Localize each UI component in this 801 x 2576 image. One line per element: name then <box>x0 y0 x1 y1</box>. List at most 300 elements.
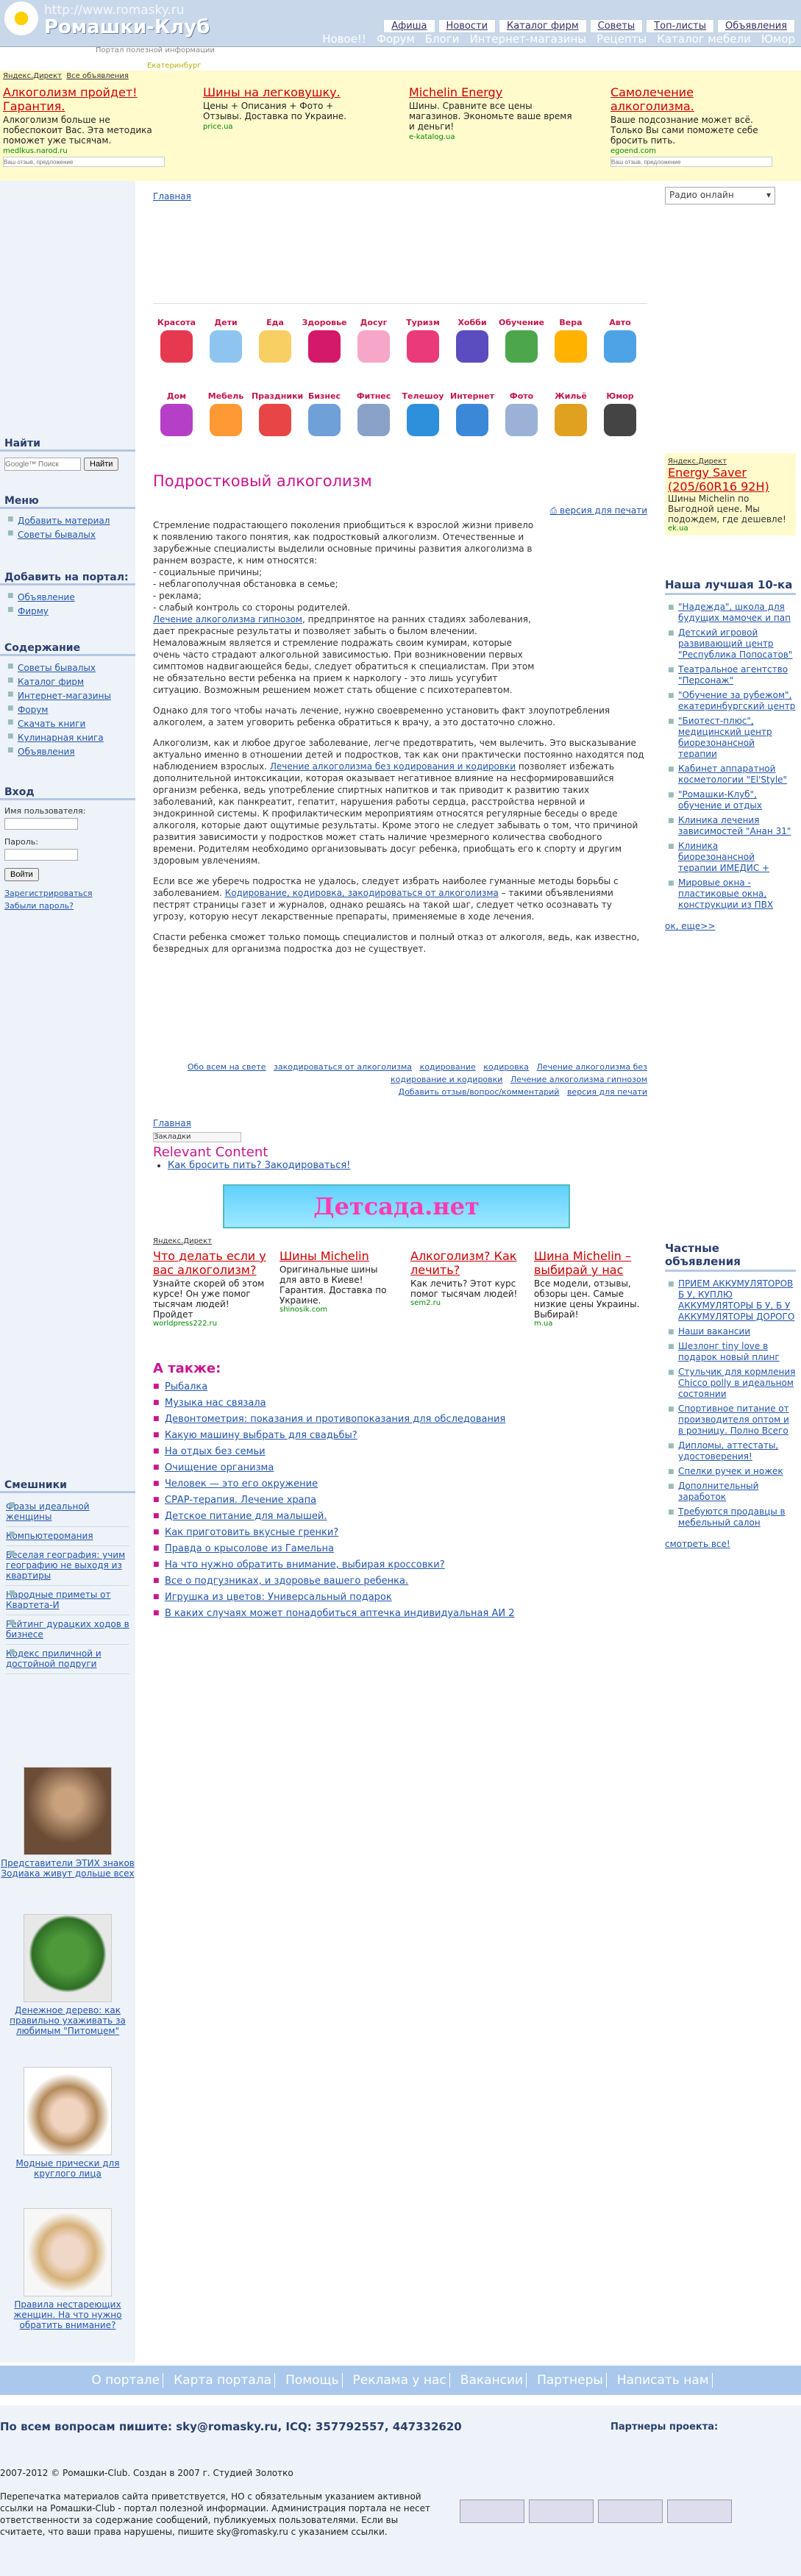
paragraph: Спасти ребенка сможет только помощь специалистов и полный отказ от алкоголя, ведь, как известно, безвредных для организма подростка доз не существует. <box>153 932 640 954</box>
widget-money-tree <box>0 1914 135 2036</box>
tag-link[interactable]: закодироваться от алкоголизма <box>273 1062 413 1072</box>
category-icon <box>160 330 193 363</box>
top10-link[interactable]: Клиника лечения зависимостей "Анан 31" <box>678 815 791 836</box>
ad-url[interactable]: worldpress222.ru <box>153 1320 218 1328</box>
subnav-link[interactable]: Форум <box>376 32 415 46</box>
hairstyle-photo[interactable] <box>24 2067 112 2155</box>
category-label: Еда <box>266 318 284 327</box>
content-link[interactable]: Объявления <box>18 747 75 757</box>
tag-link[interactable]: кодировка <box>483 1062 529 1072</box>
content-link[interactable]: Советы бывалых <box>18 663 96 673</box>
private-ad-link[interactable]: ПРИЕМ АККУМУЛЯТОРОВ Б У, КУПЛЮ АККУМУЛЯТОРЫ Б У, Б У АККУМУЛЯТОРЫ ДОРОГО <box>678 1278 795 1322</box>
top10-title: Наша лучшая 10-ка <box>665 577 796 595</box>
private-ad-link[interactable]: Требуются продавцы в мебельный салон <box>678 1506 786 1528</box>
category-icon <box>407 404 439 436</box>
ad-title[interactable]: Шина Michelin – выбирай у нас <box>534 1249 632 1277</box>
top-ad-3 <box>409 85 578 141</box>
site-tagline: Портал полезной информации <box>96 46 215 54</box>
footer-nav-link[interactable]: Написать нам <box>614 2373 713 2388</box>
private-ads-list <box>665 1272 796 1529</box>
category-tile[interactable] <box>399 391 446 436</box>
ad-text: Как лечить? Этот курс помог тысячам людей! <box>410 1278 518 1299</box>
private-ad-link[interactable]: Наши вакансии <box>678 1326 751 1337</box>
add-section <box>0 569 135 623</box>
private-ad-link[interactable]: Спелки ручек и ножек <box>678 1466 783 1476</box>
private-ad-item[interactable] <box>665 1278 796 1323</box>
top10-link[interactable]: "Надежда", школа для будущих мамочек и пап <box>678 602 791 623</box>
radio-select[interactable] <box>665 187 775 204</box>
ad-title[interactable]: Алкоголизм? Как лечить? <box>410 1249 517 1277</box>
content-item[interactable] <box>4 705 131 715</box>
funny-item[interactable] <box>6 1619 129 1645</box>
bookmark-label: Закладки <box>154 1133 191 1141</box>
category-icon <box>308 330 341 363</box>
top10-link[interactable]: Театральное агентство "Персонаж" <box>678 664 788 686</box>
category-icon <box>604 330 636 363</box>
category-tile[interactable] <box>252 318 299 363</box>
daisy-logo-icon <box>6 3 37 34</box>
also-link[interactable]: Все о подгузниках, и здоровье вашего ребенка. <box>165 1576 409 1587</box>
funny-link[interactable]: Кодекс приличной и достойной подруги <box>6 1648 102 1669</box>
widget-hairstyle <box>0 2067 135 2179</box>
category-label: Юмор <box>606 391 634 401</box>
category-icon <box>505 330 538 363</box>
also-link[interactable]: На отдых без семьи <box>165 1446 266 1457</box>
woman-photo[interactable] <box>24 2208 112 2296</box>
category-tile[interactable] <box>301 318 348 363</box>
copyright-block <box>0 2467 441 2538</box>
footer-nav-link[interactable]: О портале <box>88 2373 163 2388</box>
ad-url[interactable]: egoend.com <box>610 147 656 155</box>
category-tile[interactable] <box>547 318 594 363</box>
category-tile[interactable] <box>399 318 446 363</box>
nav-link[interactable]: Новости <box>438 19 496 33</box>
private-ad-item[interactable] <box>665 1440 796 1462</box>
also-link[interactable]: Рыбалка <box>165 1381 208 1392</box>
left-sidebar <box>0 181 135 2363</box>
footer-nav-link[interactable]: Партнеры <box>534 2373 607 2388</box>
subnav-link[interactable]: Интернет-магазины <box>469 32 587 46</box>
private-ads-section <box>665 1240 796 1549</box>
also-item[interactable] <box>153 1511 647 1522</box>
add-link[interactable]: Фирму <box>18 606 49 616</box>
private-ad-link[interactable]: Стульчик для кормления Chicco polly в идеальном состоянии <box>678 1367 796 1399</box>
category-tile[interactable] <box>202 391 249 436</box>
funny-item[interactable] <box>6 1648 129 1674</box>
category-icon <box>259 404 291 436</box>
top10-item[interactable] <box>665 664 796 686</box>
tag-link[interactable]: кодирование <box>419 1062 476 1072</box>
partners-label: Партнеры проекта: <box>610 2422 719 2433</box>
category-label: Досуг <box>360 318 388 327</box>
ad-title[interactable]: Самолечение алкоголизма. <box>610 85 694 113</box>
category-icon <box>357 330 390 363</box>
breadcrumb-home-bottom[interactable]: Главная <box>153 1118 191 1128</box>
paragraph <box>153 875 647 922</box>
ad-feedback-input[interactable] <box>3 157 165 167</box>
private-ad-item[interactable] <box>665 1403 796 1437</box>
category-tile[interactable] <box>547 391 594 436</box>
paragraph-text: , предпринятое на ранних стадиях заболевания, дает прекрасные результаты и позволяет забыть о былом влечении. <box>153 614 531 636</box>
detsada-banner[interactable] <box>223 1184 570 1228</box>
category-icon <box>505 404 538 436</box>
category-label: Жильё <box>555 391 587 401</box>
private-ad-item[interactable] <box>665 1341 796 1363</box>
tag-link[interactable]: Лечение алкоголизма гипнозом <box>510 1075 647 1084</box>
register-link[interactable]: Зарегистрироваться <box>4 889 93 898</box>
paragraph <box>153 737 647 867</box>
also-item[interactable] <box>153 1398 647 1409</box>
right-ad <box>665 453 796 536</box>
private-ad-item[interactable] <box>665 1326 796 1337</box>
site-url[interactable]: http://www.romasky.ru <box>44 3 185 18</box>
also-item[interactable] <box>153 1414 647 1425</box>
category-label: Интернет <box>450 391 494 401</box>
also-item[interactable] <box>153 1608 647 1619</box>
password-input[interactable] <box>4 849 78 861</box>
content-link[interactable]: Интернет-магазины <box>18 691 111 701</box>
see-all-link[interactable]: смотреть все! <box>665 1539 730 1549</box>
more-link[interactable]: ок, еще>> <box>665 921 716 931</box>
nav-link[interactable]: Объявления <box>717 19 795 33</box>
subnav-link[interactable]: Рецепты <box>597 32 647 46</box>
content-item[interactable] <box>4 691 131 701</box>
category-tile[interactable] <box>449 391 496 436</box>
content-item[interactable] <box>4 719 131 729</box>
category-tile[interactable] <box>449 318 496 363</box>
menu-section <box>0 493 135 547</box>
category-label: Телешоу <box>402 391 444 401</box>
private-ad-link[interactable]: Шезлонг tiny love в подарок новый плинг <box>678 1341 780 1362</box>
ad-text: Оригинальные шины для авто в Киеве! Гарантия. Доставка по Украине. <box>280 1264 387 1306</box>
subnav-link[interactable]: Блоги <box>424 32 460 46</box>
city-label[interactable]: Екатеринбург <box>147 62 202 70</box>
funny-link[interactable]: Народные приметы от Квартета-И <box>6 1590 111 1610</box>
coding-link[interactable]: Кодирование, кодировка, закодироваться от алкоголизма <box>224 888 499 898</box>
category-icon <box>259 330 291 363</box>
content-link[interactable]: Форум <box>18 705 49 715</box>
also-link[interactable]: Детское питание для малышей. <box>165 1511 327 1522</box>
ad-title[interactable]: Energy Saver (205/60R16 92H) <box>668 466 769 494</box>
category-tile[interactable] <box>498 318 545 363</box>
contact-info: По всем вопросам пишите: sky@romasky.ru, ICQ: 357792557, 447332620 <box>0 2420 462 2433</box>
private-ad-link[interactable]: Дополнительный заработок <box>678 1481 759 1502</box>
also-item[interactable] <box>153 1495 647 1506</box>
content-link[interactable]: Каталог фирм <box>18 677 85 687</box>
also-item[interactable] <box>153 1576 647 1587</box>
also-item[interactable] <box>153 1462 647 1473</box>
bookmark-bar[interactable] <box>153 1132 241 1142</box>
content-item[interactable] <box>4 747 131 757</box>
category-tile[interactable] <box>202 318 249 363</box>
footer-nav-link[interactable]: Карта портала <box>171 2373 275 2388</box>
category-label: Авто <box>609 318 631 327</box>
funny-link[interactable]: Рейтинг дурацких ходов в бизнесе <box>6 1619 129 1640</box>
category-tile[interactable] <box>498 391 545 436</box>
top10-item[interactable] <box>665 789 796 811</box>
also-link[interactable]: Правда о крысолове из Гамельна <box>165 1543 334 1554</box>
paragraph-text: Немаловажным является и стремление подражать своим кумирам, которые очень часто страдают алкогольной зависимостью. При возникновении первых симптомов надвигающейся беды, следует обратиться к специалистам. При этом не обязательно вести ребенка на прием к наркологу - это лишь усугубит ситуацию. Возможным решением может стать общение с психотерапевтом. <box>153 638 535 695</box>
top-ad-2 <box>203 85 372 131</box>
paragraph-text: Алкоголизм, как и любое другое заболевание, легче предотвратить, чем вылечить. Это высказывание актуально именно в отношении детей и подростков, так как они практически постоянно находятся под наблюдением взрослых. <box>153 738 644 772</box>
ad-url[interactable]: shinosik.com <box>280 1306 328 1314</box>
also-item[interactable] <box>153 1446 647 1457</box>
yandex-direct-link[interactable]: Яндекс.Директ <box>3 72 62 80</box>
private-ad-item[interactable] <box>665 1466 796 1477</box>
content-item[interactable] <box>4 677 131 687</box>
also-title: А также: <box>153 1361 221 1376</box>
also-link[interactable]: В каких случаях может понадобиться аптечка индивидуальная АИ 2 <box>165 1608 515 1619</box>
funny-title: Смешники <box>0 1477 135 1493</box>
category-label: Фото <box>509 391 534 401</box>
category-icon <box>160 404 193 436</box>
old-woman-photo[interactable] <box>24 1767 112 1855</box>
relevant-link[interactable]: Как бросить пить? Закодироваться! <box>168 1160 351 1171</box>
top10-item[interactable] <box>665 602 796 624</box>
also-link[interactable]: Девонтометрия: показания и противопоказания для обследования <box>165 1414 506 1425</box>
footer-nav-link[interactable]: Вакансии <box>458 2373 527 2388</box>
forgot-password-link[interactable]: Забыли пароль? <box>4 901 74 911</box>
widget-zodiac <box>0 1767 135 1879</box>
top10-item[interactable] <box>665 716 796 760</box>
counter-badge[interactable] <box>598 2499 663 2523</box>
funny-link[interactable]: Веселая география: учим географию не выходя из квартиры <box>6 1550 126 1581</box>
ad-feedback-input[interactable] <box>610 157 772 167</box>
category-label: Туризм <box>406 318 440 327</box>
private-ad-item[interactable] <box>665 1367 796 1400</box>
nav-link[interactable]: Советы <box>590 19 644 33</box>
ad-title[interactable]: Michelin Energy <box>409 85 503 99</box>
funny-item[interactable] <box>6 1550 129 1586</box>
ad-text: Алкоголизм больше не побеспокоит Вас. Эта методика поможет уже тысячам. <box>3 115 152 146</box>
category-tile[interactable] <box>153 391 200 436</box>
top10-link[interactable]: Кабинет аппаратной косметологии "El'Style" <box>678 764 788 785</box>
also-link[interactable]: Человек — это его окружение <box>165 1479 318 1490</box>
category-tile[interactable] <box>301 391 348 436</box>
ad-text: Ваше подсознание может всё. Только Вы сами поможете себе бросить пить. <box>610 115 758 146</box>
footer-nav-link[interactable]: Помощь <box>282 2373 342 2388</box>
ad-url[interactable]: medlkus.narod.ru <box>3 147 68 155</box>
login-title: Вход <box>0 784 135 800</box>
tag-link[interactable]: Обо всем на свете <box>187 1062 266 1072</box>
category-label: Здоровье <box>302 318 347 327</box>
funny-item[interactable] <box>6 1590 129 1615</box>
category-label: Хобби <box>458 318 487 327</box>
top10-item[interactable] <box>665 878 796 911</box>
hypnosis-link[interactable]: Лечение алкоголизма гипнозом <box>153 614 302 625</box>
yandex-direct-link[interactable]: Яндекс.Директ <box>153 1237 212 1245</box>
widget-link[interactable]: Денежное дерево: как правильно ухаживать за любимым "Питомцем" <box>10 2005 126 2036</box>
copyright-note: Перепечатка материалов сайта приветствуется, НО с обязательным указанием активной ссылки на Ромашки-Club - портал полезной информации. Администрация портала не несет ответственности за содержание сообщений, публикуемых пользователями. Если вы считаете, что ваши права нарушены, пишите sky@romasky.ru с указанием ссылки. <box>0 2491 430 2537</box>
category-tile[interactable] <box>597 318 644 363</box>
article-body <box>153 505 647 964</box>
top10-item[interactable] <box>665 841 796 874</box>
also-item[interactable] <box>153 1479 647 1490</box>
category-tile[interactable] <box>252 391 304 436</box>
content-item[interactable] <box>4 733 131 743</box>
also-link[interactable]: Какую машину выбрать для свадьбы? <box>165 1430 357 1441</box>
top10-link[interactable]: "Ромашки-Клуб", обучение и отдых <box>678 789 762 811</box>
also-link[interactable]: Игрушка из цветов: Универсальный подарок <box>165 1592 392 1603</box>
subnav-link[interactable]: Новое!! <box>322 32 366 46</box>
paragraph: Однако для того чтобы начать лечение, нужно своевременно установить факт злоупотребления алкоголем, а затем уговорить ребенка обратиться к врачу, а это достаточно сложно. <box>153 705 610 727</box>
print-label: версия для печати <box>560 505 647 516</box>
funny-link[interactable]: Фразы идеальной женщины <box>6 1501 90 1522</box>
also-link[interactable]: Музыка нас связала <box>165 1398 266 1409</box>
subnav-link[interactable]: Каталог мебели <box>657 32 751 46</box>
top-ad-4 <box>610 85 780 167</box>
site-name[interactable]: Ромашки-Клуб <box>44 16 210 38</box>
widget-link[interactable]: Модные прически для круглого лица <box>15 2158 120 2179</box>
bottom-ad-4 <box>534 1249 652 1328</box>
cause-item: - слабый контроль со стороны родителей. <box>153 602 351 613</box>
content-link[interactable]: Кулинарная книга <box>18 733 104 743</box>
menu-link[interactable]: Советы бывалых <box>18 530 96 540</box>
top10-link[interactable]: Детский игровой развивающий центр "Республика Попосатов" <box>678 627 793 660</box>
ad-text: Цены + Описания + Фото + Отзывы. Доставка по Украине. <box>203 101 346 121</box>
top-nav <box>383 19 795 33</box>
counter-badge[interactable] <box>460 2499 524 2523</box>
category-icon <box>555 330 587 363</box>
subnav-link[interactable]: Юмор <box>761 32 795 46</box>
category-label: Праздники <box>252 391 304 401</box>
widget-link[interactable]: Правила нестареющих женщин. На что нужно обратить внимание? <box>13 2299 122 2330</box>
private-ad-item[interactable] <box>665 1506 796 1529</box>
also-item[interactable] <box>153 1592 647 1603</box>
paragraph-text: позволяет избежать дополнительной интоксикации, которая оказывает негативное влияние на несформировавшийся организм ребенка, ведь употребление спиртных напитков и так приводит к развитию таких заболеваний, как панкреатит, гепатит, нарушения работы сердца, расстройства нервной и эндокринной системы. К профилактическим мероприятиям относятся регулярные беседы о вреде алкоголя, которые дают ощутимые результаты. Кроме этого не следует забывать о том, что причиной развития зависимости у подростков может стать наличие чрезмерного количества свободного времени. Родителям необходимо организовывать досуг ребенка, приобщать его к спорту и другим здоровым увлечениям. <box>153 761 638 866</box>
yandex-direct-link[interactable]: Яндекс.Директ <box>668 458 727 466</box>
also-section <box>153 1361 647 1624</box>
private-ad-link[interactable]: Спортивное питание от производителя оптом и в розницу. Полно Всего <box>678 1403 789 1436</box>
all-ads-link[interactable]: Все объявления <box>66 72 129 80</box>
add-item[interactable] <box>4 606 131 616</box>
add-link[interactable]: Объявление <box>18 592 75 602</box>
category-tile[interactable] <box>350 318 397 363</box>
content-item[interactable] <box>4 663 131 673</box>
bottom-ad-1 <box>153 1249 271 1328</box>
also-item[interactable] <box>153 1527 647 1538</box>
username-input[interactable] <box>4 818 78 830</box>
top10-item[interactable] <box>665 764 796 786</box>
footer-nav <box>0 2366 801 2395</box>
category-icon <box>456 330 488 363</box>
counter-badge[interactable] <box>529 2499 594 2523</box>
divider <box>153 303 647 304</box>
category-icon <box>456 404 488 436</box>
category-icon <box>308 404 341 436</box>
top10-item[interactable] <box>665 690 796 712</box>
top10-item[interactable] <box>665 627 796 661</box>
bottom-ad-3 <box>410 1249 528 1307</box>
menu-title: Меню <box>0 493 135 509</box>
category-tile[interactable] <box>350 391 397 436</box>
search-input[interactable] <box>4 458 81 471</box>
funny-link[interactable]: Компьютеромания <box>6 1531 93 1541</box>
ad-text: Шины. Сравните все цены магазинов. Экономьте ваше время и деньги! <box>409 101 572 132</box>
printer-icon: ⎙ <box>549 505 560 516</box>
private-ad-item[interactable] <box>665 1481 796 1503</box>
category-icon <box>604 404 636 436</box>
top10-link[interactable]: "Обучение за рубежом", екатеринбургский центр <box>678 690 796 711</box>
also-item[interactable] <box>153 1543 647 1554</box>
also-link[interactable]: Очищение организма <box>165 1462 274 1473</box>
category-tile[interactable] <box>597 391 644 436</box>
nav-link[interactable]: Афиша <box>383 19 435 33</box>
ad-url[interactable]: e-katalog.ua <box>409 133 455 141</box>
also-link[interactable]: На что нужно обратить внимание, выбирая кроссовки? <box>165 1559 445 1570</box>
also-item[interactable] <box>153 1430 647 1441</box>
widget-link[interactable]: Представители ЭТИХ знаков Зодиака живут дольше всех <box>1 1858 135 1879</box>
top10-item[interactable] <box>665 815 796 837</box>
top10-link[interactable]: Клиника биорезонансной терапии ИМЕДИС + <box>678 841 770 873</box>
add-comment-link[interactable]: Добавить отзыв/вопрос/комментарий <box>398 1087 560 1097</box>
content-link[interactable]: Скачать книги <box>18 719 86 729</box>
ad-title[interactable]: Алкоголизм пройдет! Гарантия. <box>3 85 138 113</box>
ad-url[interactable]: m.ua <box>534 1320 553 1328</box>
ad-url[interactable]: ek.ua <box>668 524 688 533</box>
menu-item[interactable] <box>4 530 131 540</box>
funny-item[interactable] <box>6 1501 129 1527</box>
counter-badge[interactable] <box>667 2499 732 2523</box>
private-ad-link[interactable]: Дипломы, аттестаты, удостоверения! <box>678 1440 779 1462</box>
ad-title[interactable]: Шины Michelin <box>280 1249 369 1263</box>
tag-link[interactable]: Лечение алкоголизма без кодирование и кодировки <box>391 1062 647 1084</box>
also-item[interactable] <box>153 1381 647 1392</box>
also-link[interactable]: Как приготовить вкусные гренки? <box>165 1527 339 1538</box>
content-section <box>0 640 135 764</box>
paragraph-text: Стремление подрастающего поколения приобщиться к взрослой жизни привело к появлению такого понятия, как подростковый алкоголизм. Отечественные и зарубежные специалисты выделили основные причины развития алкоголизма в раннем возрасте, к ним относятся: <box>153 520 534 566</box>
top10-link[interactable]: Мировые окна - пластиковые окна, конструкции из ПВХ <box>678 878 774 910</box>
footer-nav-link[interactable]: Реклама у нас <box>350 2373 450 2388</box>
also-link[interactable]: СРАР-терапия. Лечение храпа <box>165 1495 317 1506</box>
nav-link[interactable]: Топ-листы <box>646 19 714 33</box>
ad-title[interactable]: Что делать если у вас алкоголизм? <box>153 1249 266 1277</box>
cause-item: - неблагополучная обстановка в семье; <box>153 579 338 589</box>
relevant-item[interactable] <box>168 1160 350 1171</box>
category-tile[interactable] <box>153 318 200 363</box>
funny-item[interactable] <box>6 1531 129 1546</box>
money-tree-photo[interactable] <box>24 1914 112 2002</box>
also-item[interactable] <box>153 1559 647 1570</box>
search-button[interactable]: Найти <box>84 458 118 471</box>
widget-ageless <box>0 2208 135 2330</box>
nav-link[interactable]: Каталог фирм <box>499 19 587 33</box>
login-section <box>0 784 135 917</box>
category-icon <box>407 330 439 363</box>
password-label: Пароль: <box>4 837 38 847</box>
add-item[interactable] <box>4 592 131 602</box>
menu-item[interactable] <box>4 516 131 526</box>
no-coding-link[interactable]: Лечение алкоголизма без кодирования и кодировки <box>269 761 516 772</box>
ad-title[interactable]: Шины на легковушку. <box>203 85 341 99</box>
menu-link[interactable]: Добавить материал <box>18 516 110 526</box>
paragraph-text: Если все же уберечь подростка не удалось, следует избрать наиболее гуманные методы борьбы с заболеванием. <box>153 876 619 898</box>
category-label: Дети <box>214 318 238 327</box>
category-label: Вера <box>559 318 583 327</box>
login-button[interactable]: Войти <box>4 868 39 881</box>
main-content <box>153 181 647 2363</box>
relevant-content <box>153 1145 350 1171</box>
breadcrumb-home[interactable]: Главная <box>153 191 191 202</box>
top10-link[interactable]: "Биотест-плюс", медицинский центр биорезонансной терапии <box>678 716 772 759</box>
funny-section <box>0 1477 135 1682</box>
ad-url[interactable]: price.ua <box>203 123 233 131</box>
print-version-link-2[interactable]: версия для печати <box>566 1087 647 1097</box>
category-label: Фитнес <box>356 391 391 401</box>
ad-url[interactable]: sem2.ru <box>410 1299 441 1307</box>
relevant-title: Relevant Content <box>153 1145 268 1160</box>
top-ad-1 <box>3 85 172 167</box>
